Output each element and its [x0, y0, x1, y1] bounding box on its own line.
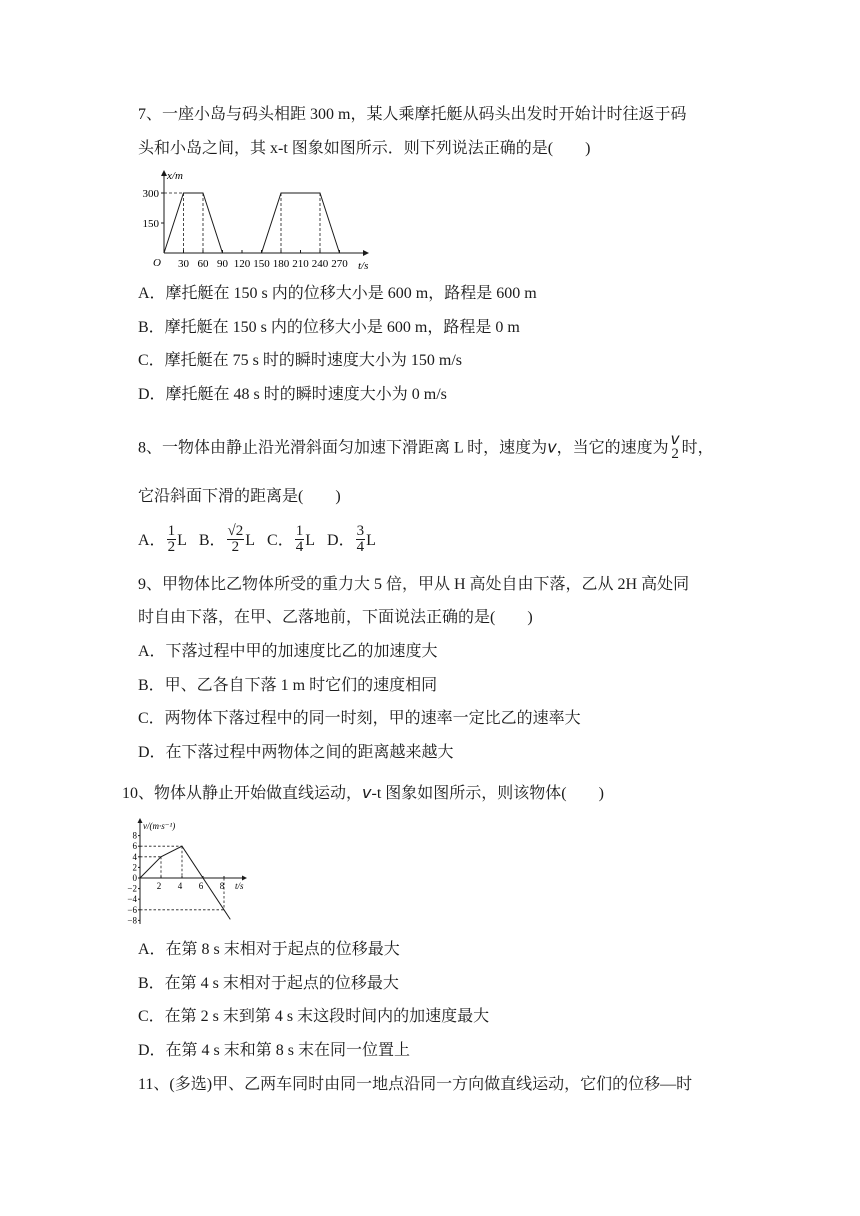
vt-y-tick-label: −6 — [127, 904, 137, 915]
vt-x-tick-label: 2 — [156, 881, 162, 891]
xt-x-tick-label: 180 — [272, 258, 290, 270]
vt-y-tick-label: 8 — [132, 830, 137, 841]
q7-option-d: D．摩托艇在 48 s 时的瞬时速度大小为 0 m/s — [138, 386, 447, 403]
q10-text-a: 10、物体从静止开始做直线运动， — [122, 785, 363, 802]
q7-option-b: B．摩托艇在 150 s 内的位移大小是 600 m，路程是 0 m — [138, 319, 520, 336]
q8-option-c-label: C． — [267, 532, 294, 550]
vt-x-tick-label: 4 — [177, 881, 183, 891]
q10-v: v — [362, 783, 372, 802]
q8-option-c-L: L — [305, 532, 316, 550]
xt-x-label: t/s — [358, 260, 369, 272]
vt-y-tick-label: 6 — [132, 841, 137, 852]
q11-line-1: 11、(多选)甲、乙两车同时由同一地点沿同一方向做直线运动，它们的位移—时 — [138, 1076, 693, 1093]
q10-option-b: B．在第 4 s 末相对于起点的位移最大 — [138, 975, 399, 992]
xt-x-tick-label: 240 — [311, 258, 329, 270]
q9-option-d: D．在下落过程中两物体之间的距离越来越大 — [138, 744, 454, 761]
q8-options — [138, 523, 376, 557]
q7-line-2: 头和小岛之间，其 x-t 图象如图所示．则下列说法正确的是( ) — [138, 140, 591, 157]
q8-option-b-frac: $\frac{√2}{2}$ — [227, 523, 244, 555]
q9-option-c: C．两物体下落过程中的同一时刻，甲的速率一定比乙的速率大 — [138, 710, 581, 727]
xt-y-tick-label: 150 — [142, 218, 159, 230]
vt-x-label: t/s — [235, 881, 244, 891]
q8-text-b: ，当它的速度为 — [556, 439, 669, 457]
vt-y-tick-label: −4 — [127, 894, 137, 905]
xt-x-tick-label: 120 — [233, 258, 251, 270]
xt-x-tick-label: 60 — [197, 258, 209, 270]
xt-x-tick-label: 210 — [292, 258, 309, 270]
q8-option-d-label: D． — [327, 532, 355, 550]
xt-y-tick-label: 300 — [142, 188, 159, 200]
vt-y-tick-label: −2 — [127, 883, 137, 894]
xt-x-tick-label: 270 — [331, 258, 348, 270]
q8-option-d-frac: $\frac{3}{4}$ — [356, 523, 365, 555]
q10-text-b: -t 图象如图所示，则该物体( ) — [371, 785, 604, 802]
q8-v: v — [547, 437, 557, 457]
q8-option-a-frac: $\frac{1}{2}$ — [167, 523, 176, 555]
q8-option-d-L: L — [366, 532, 376, 550]
xt-x-tick-label: 90 — [217, 258, 228, 270]
vt-y-label: v/(m·s⁻¹) — [143, 821, 176, 831]
q9-line-1: 9、甲物体比乙物体所受的重力大 5 倍，甲从 H 高处自由下落，乙从 2H 高处同 — [138, 576, 690, 593]
q8-text-a: 8、一物体由静止沿光滑斜面匀加速下滑距离 L 时，速度为 — [138, 439, 548, 457]
q10-option-a: A．在第 8 s 末相对于起点的位移最大 — [138, 941, 400, 958]
q8-line-1 — [138, 430, 714, 464]
q10-option-c: C．在第 2 s 末到第 4 s 末这段时间内的加速度最大 — [138, 1008, 490, 1025]
q8-line-2: 它沿斜面下滑的距离是( ) — [138, 488, 341, 505]
q8-option-b-label: B． — [198, 532, 226, 550]
q8-option-a-L: L — [177, 532, 187, 550]
vt-x-tick-label: 6 — [198, 881, 204, 891]
q7-option-c: C．摩托艇在 75 s 时的瞬时速度大小为 150 m/s — [138, 352, 463, 369]
xt-x-tick-label: 150 — [253, 258, 270, 270]
xt-graph — [136, 165, 376, 275]
xt-x-tick-label: 30 — [178, 258, 189, 270]
q9-line-2: 时自由下落，在甲、乙落地前，下面说法正确的是( ) — [138, 609, 533, 626]
q8-option-b-L: L — [245, 532, 256, 550]
q8-option-c-frac: $\frac{1}{4}$ — [295, 523, 304, 555]
q8-option-a-label: A． — [138, 532, 166, 550]
q10-line-1 — [122, 782, 604, 805]
q7-option-a: A．摩托艇在 150 s 内的位移大小是 600 m，路程是 600 m — [138, 285, 537, 302]
xt-y-label: x/m — [167, 170, 183, 182]
vt-y-tick-label: 4 — [132, 851, 137, 862]
xt-series-line — [164, 193, 340, 253]
vt-y-tick-label: 2 — [132, 862, 137, 873]
xt-origin: O — [153, 257, 161, 269]
vt-x-tick-label: 8 — [219, 881, 225, 891]
q8-text-c: 时， — [681, 439, 714, 457]
q9-option-a: A．下落过程中甲的加速度比乙的加速度大 — [138, 643, 438, 660]
q9-option-b: B．甲、乙各自下落 1 m 时它们的速度相同 — [138, 677, 438, 694]
q10-option-d: D．在第 4 s 末和第 8 s 末在同一位置上 — [138, 1042, 411, 1059]
vt-y-tick-label: 0 — [132, 873, 137, 883]
vt-y-tick-label: −8 — [127, 915, 137, 926]
q8-v-over-2: v 2 — [670, 430, 680, 462]
q7-line-1: 7、一座小岛与码头相距 300 m，某人乘摩托艇从码头出发时开始计时往返于码 — [138, 106, 687, 123]
vt-graph — [118, 816, 248, 928]
